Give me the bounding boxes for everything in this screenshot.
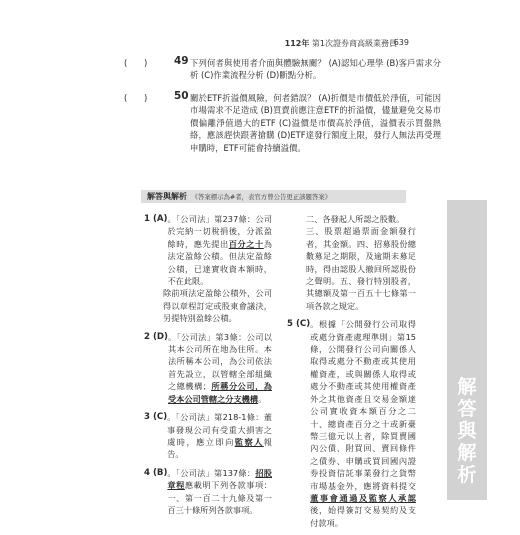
answer-section-heading <box>141 190 406 203</box>
answer-explanation: 。「公司法」第218-1條：董事發現公司有受重大損害之虞時，應立即向監察人報告。 <box>167 412 272 460</box>
side-tab-label: 解答與解析 <box>457 376 477 486</box>
highlighted-term: 監察人 <box>234 436 264 447</box>
answer-number: 5 (C) <box>287 319 311 330</box>
answer-explanation: 。「公司法」第237條：公司於完納一切稅捐後，分派盈餘時，應先提出百分之十為法定盈餘公積。但法定盈餘公積，已達實收資本額時，不在此限。 <box>167 214 272 287</box>
answer-item-5 <box>287 318 416 529</box>
answer-number: 4 (B) <box>144 467 168 478</box>
answer-item-3 <box>144 411 272 461</box>
page-number: 639 <box>393 38 409 47</box>
answer-explanation-paragraph: 除前項法定盈餘公積外，公司得以章程訂定或股東會議決，另提特別盈餘公積。 <box>163 288 272 324</box>
answer-item-2 <box>144 331 272 405</box>
question-number: 50 <box>174 90 189 102</box>
answer-explanation: 。根據「公開發行公司取得或處分資產處理準則」第15條，公開發行公司向關係人取得或處分不動產或其使用權資產，或與關係人取得或處分不動產或其使用權資產外之其他資產且交易金額達公司實收資本額百分之二十、總資產百分之十或新臺幣三億元以上者，除買賣國內公債、附買回、賣回條件之債券、申購或買回國內證券投資信託事業發行之貨幣市場基金外，應將資料提交董事會通過及監察人承認後，始得簽訂交易契約及支付款項。 <box>310 319 416 528</box>
highlighted-term: 董事會通過及監察人承認 <box>310 492 416 503</box>
answer-blank: ( ) <box>124 58 148 68</box>
header-exam-title: 第1次證券商高級業務員 <box>311 39 397 48</box>
answers-right-column <box>287 213 416 535</box>
answer-item-1 <box>144 213 272 325</box>
answer-4-continued-2: 三、股票超過票面金額發行者，其金額。四、招募股份總數募足之期限，及逾期未募足時，得由認股人撤回所認股份之聲明。五、發行特別股者，其總額及第一百五十七條第一項各款之規定。 <box>306 226 416 311</box>
answer-number: 2 (D) <box>144 331 168 342</box>
answer-4-continued-1: 二、各發起人所認之股數。 <box>306 214 405 224</box>
answer-section-note: 《答案標示為#者，表官方曾公告更正該題答案》 <box>191 193 332 201</box>
answer-number: 3 (C) <box>144 412 168 423</box>
header-title <box>285 38 397 49</box>
side-tab <box>447 200 487 500</box>
answer-section-title: 解答與解析 <box>147 192 187 201</box>
question-number: 49 <box>174 55 189 67</box>
answers-left-column <box>144 213 272 522</box>
answer-number: 1 (A) <box>144 214 168 224</box>
answer-explanation: 。「公司法」第137條：招股章程應載明下列各款事項：一、第一百二十九條及第一百三十條所列各款事項。 <box>167 467 272 515</box>
answer-explanation: 。「公司法」第3條：公司以其本公司所在地為住所。本法所稱本公司，為公司依法首先設立，以管轄全部組織之總機構；所稱分公司，為受本公司管轄之分支機構。 <box>167 331 272 404</box>
question-text: 關於ETF折溢價風險，何者錯誤？ (A)折價是市價低於淨值，可能因市場需求不足造成 (B)買賣前應注意ETF的折溢價，儘量避免交易市價偏離淨值過大的ETF (C)溢價是市價高於淨值，溢價表示買盤熱絡，應該趕快跟著搶購 (D)ETF達發行額度上限，發行人無法再受理申購時，ETF可能會持續溢價。 <box>190 93 441 153</box>
answer-blank: ( ) <box>124 93 148 103</box>
highlighted-term: 百分之十 <box>228 238 264 249</box>
highlighted-term: 所稱分公司，為受本公司管轄之分支機構 <box>167 381 272 404</box>
header-year: 112年 <box>284 39 310 48</box>
question-text: 下列何者與使用者介面與體驗無關？ (A)認知心理學 (B)客戶需求分析 (C)作業流程分析 (D)斷點分析。 <box>190 58 441 81</box>
answer-item-4 <box>144 467 272 517</box>
highlighted-term: 招股章程 <box>167 467 272 491</box>
